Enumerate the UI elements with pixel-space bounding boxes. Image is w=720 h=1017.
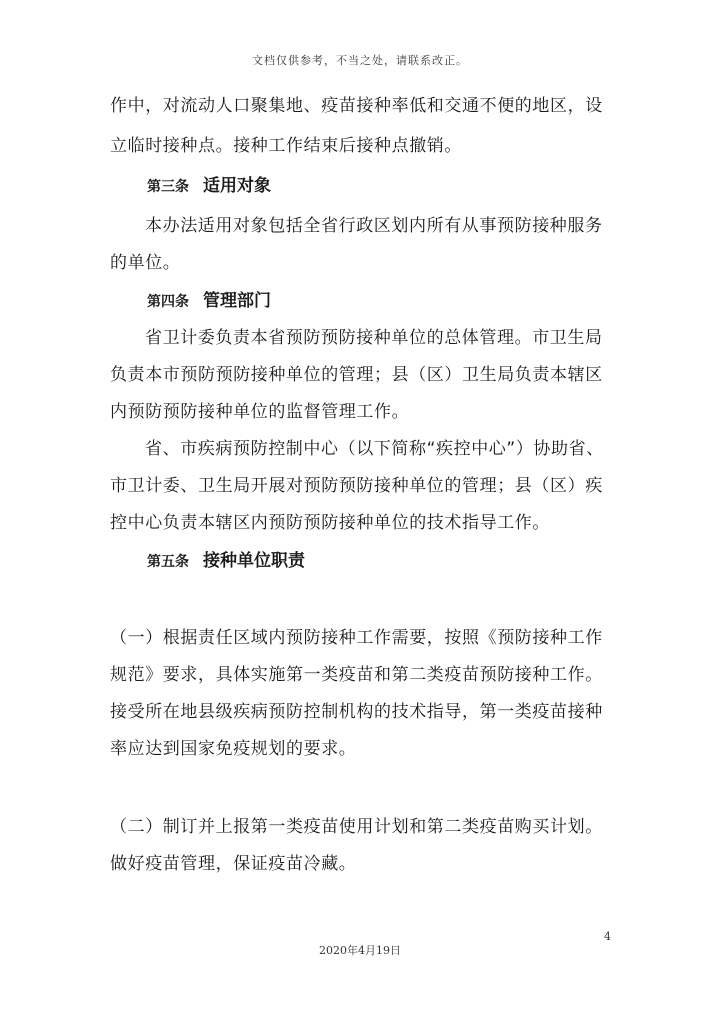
paragraph-line: 省、市疾病预防控制中心（以下简称“疾控中心”）协助省、 (145, 439, 604, 459)
article-heading-4 (147, 290, 271, 313)
paragraph-line: 的单位。 (110, 253, 181, 273)
paragraph-line: 省卫计委负责本省预防预防接种单位的总体管理。市卫生局 (145, 328, 603, 348)
article-heading-5 (147, 550, 305, 573)
paragraph-line: 接受所在地县级疾病预防控制机构的技术指导，第一类疫苗接种 (110, 702, 603, 722)
article-number: 第五条 (147, 554, 189, 570)
paragraph-line: （二）制订并上报第一类疫苗使用计划和第二类疫苗购买计划。 (110, 817, 603, 837)
paragraph-line: 率应达到国家免疫规划的要求。 (110, 739, 357, 759)
paragraph-line: 作中，对流动人口聚集地、疫苗接种率低和交通不便的地区，设 (110, 96, 603, 116)
paragraph-line: 立临时接种点。接种工作结束后接种点撤销。 (110, 136, 462, 156)
article-heading-3 (147, 175, 271, 198)
footer-date: 2020年4月19日 (319, 944, 401, 957)
article-number: 第四条 (147, 294, 189, 310)
paragraph-line: 本办法适用对象包括全省行政区划内所有从事预防接种服务 (145, 216, 603, 236)
paragraph-line: 负责本市预防预防接种单位的管理；县（区）卫生局负责本辖区 (110, 365, 603, 385)
article-title: 适用对象 (203, 176, 271, 196)
article-title: 管理部门 (203, 291, 271, 311)
paragraph-line: 规范》要求，具体实施第一类疫苗和第二类疫苗预防接种工作。 (110, 665, 603, 685)
paragraph-line: 控中心负责本辖区内预防预防接种单位的技术指导工作。 (110, 513, 550, 533)
page-number: 4 (604, 930, 611, 943)
article-number: 第三条 (147, 179, 189, 195)
paragraph-line: 做好疫苗管理，保证疫苗冷藏。 (110, 854, 357, 874)
paragraph-line: 市卫计委、卫生局开展对预防预防接种单位的管理；县（区）疾 (110, 476, 603, 496)
paragraph-line: （一）根据责任区域内预防接种工作需要，按照《预防接种工作 (110, 628, 603, 648)
page-header-note: 文档仅供参考，不当之处，请联系改正。 (252, 54, 468, 67)
paragraph-line: 内预防预防接种单位的监督管理工作。 (110, 402, 410, 422)
article-title: 接种单位职责 (203, 551, 305, 571)
